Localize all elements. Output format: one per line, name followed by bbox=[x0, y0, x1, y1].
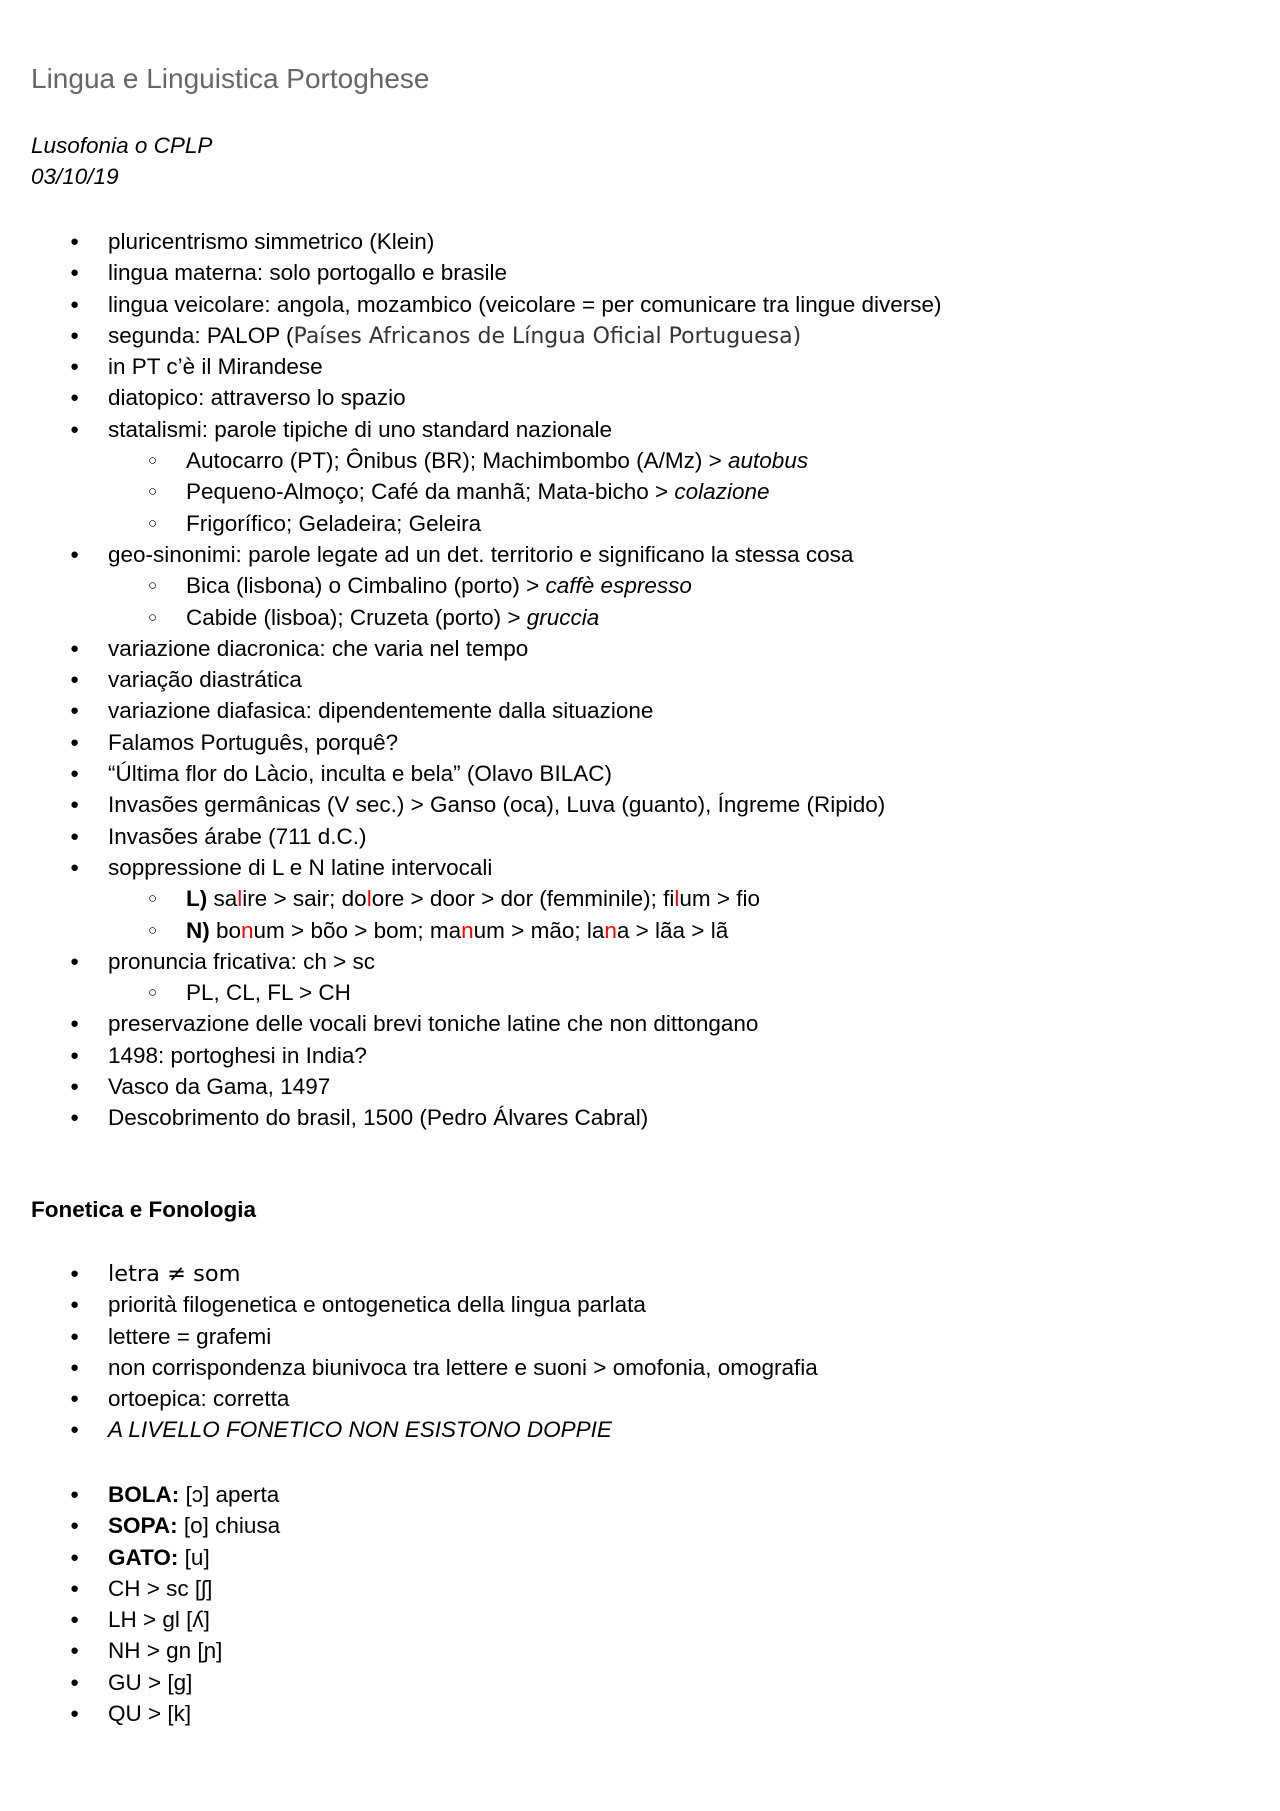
subtitle: Lusofonia o CPLP bbox=[31, 133, 213, 158]
list-item: ● NH > gn [ɲ] bbox=[0, 1635, 280, 1666]
list-item: ● geo-sinonimi: parole legate ad un det. territorio e significano la stessa cosa bbox=[0, 539, 942, 570]
list-item: ● variazione diacronica: che varia nel tempo bbox=[0, 633, 942, 664]
list-item: ● Falamos Português, porquê? bbox=[0, 727, 942, 758]
list-item: ● letra ≠ som bbox=[0, 1258, 818, 1289]
list-item: ● lingua materna: solo portogallo e brasile bbox=[0, 257, 942, 288]
list-item: ● SOPA: [o] chiusa bbox=[0, 1510, 280, 1541]
list-item: ● priorità filogenetica e ontogenetica della lingua parlata bbox=[0, 1289, 818, 1320]
page-title: Lingua e Linguistica Portoghese bbox=[31, 63, 430, 94]
list-item: ● non corrispondenza biunivoca tra lettere e suoni > omofonia, omografia bbox=[0, 1352, 818, 1383]
notes-list bbox=[0, 226, 942, 1134]
list-item: ● lingua veicolare: angola, mozambico (veicolare = per comunicare tra lingue diverse) bbox=[0, 289, 942, 320]
list-item: ● Invasões germânicas (V sec.) > Ganso (oca), Luva (guanto), Íngreme (Ripido) bbox=[0, 789, 942, 820]
sounds-list bbox=[0, 1479, 280, 1729]
sub-list-item: ○ N) bonum > bõo > bom; manum > mão; lana > lãa > lã bbox=[0, 915, 942, 946]
list-item: ● variação diastrática bbox=[0, 664, 942, 695]
sub-list-item: ○ Cabide (lisboa); Cruzeta (porto) > gruccia bbox=[0, 602, 942, 633]
list-item: ● Vasco da Gama, 1497 bbox=[0, 1071, 942, 1102]
list-item: ● GU > [g] bbox=[0, 1667, 280, 1698]
date: 03/10/19 bbox=[31, 164, 119, 189]
list-item: ● Descobrimento do brasil, 1500 (Pedro Álvares Cabral) bbox=[0, 1102, 942, 1133]
list-item: ● soppressione di L e N latine intervocali bbox=[0, 852, 942, 883]
list-item: ● GATO: [u] bbox=[0, 1542, 280, 1573]
sub-list-item: ○ PL, CL, FL > CH bbox=[0, 977, 942, 1008]
list-item: ● segunda: PALOP (Países Africanos de Língua Oficial Portuguesa) bbox=[0, 320, 942, 351]
phonetics-list bbox=[0, 1258, 818, 1446]
list-item: ● in PT c’è il Mirandese bbox=[0, 351, 942, 382]
list-item: ● pronuncia fricativa: ch > sc bbox=[0, 946, 942, 977]
list-item: ● BOLA: [ɔ] aperta bbox=[0, 1479, 280, 1510]
list-item: ● 1498: portoghesi in India? bbox=[0, 1040, 942, 1071]
list-item: ● “Última flor do Làcio, inculta e bela” (Olavo BILAC) bbox=[0, 758, 942, 789]
list-item: ● statalismi: parole tipiche di uno standard nazionale bbox=[0, 414, 942, 445]
list-item: ● QU > [k] bbox=[0, 1698, 280, 1729]
list-item: ● CH > sc [ʃ] bbox=[0, 1573, 280, 1604]
list-item: ● Invasões árabe (711 d.C.) bbox=[0, 821, 942, 852]
sub-list-item: ○ Pequeno-Almoço; Café da manhã; Mata-bicho > colazione bbox=[0, 476, 942, 507]
list-item: ● diatopico: attraverso lo spazio bbox=[0, 382, 942, 413]
list-item: ● preservazione delle vocali brevi toniche latine che non dittongano bbox=[0, 1008, 942, 1039]
sub-list-item: ○ Autocarro (PT); Ônibus (BR); Machimbombo (A/Mz) > autobus bbox=[0, 445, 942, 476]
list-item: ● LH > gl [ʎ] bbox=[0, 1604, 280, 1635]
list-item: ● ortoepica: corretta bbox=[0, 1383, 818, 1414]
sub-list-item: ○ Frigorífico; Geladeira; Geleira bbox=[0, 508, 942, 539]
list-item: ● lettere = grafemi bbox=[0, 1321, 818, 1352]
section-heading: Fonetica e Fonologia bbox=[31, 1197, 257, 1222]
sub-list-item: ○ L) salire > sair; dolore > door > dor (femminile); filum > fio bbox=[0, 883, 942, 914]
list-item: ● A LIVELLO FONETICO NON ESISTONO DOPPIE bbox=[0, 1414, 818, 1445]
list-item: ● variazione diafasica: dipendentemente dalla situazione bbox=[0, 695, 942, 726]
sub-list-item: ○ Bica (lisbona) o Cimbalino (porto) > caffè espresso bbox=[0, 570, 942, 601]
list-item: ● pluricentrismo simmetrico (Klein) bbox=[0, 226, 942, 257]
